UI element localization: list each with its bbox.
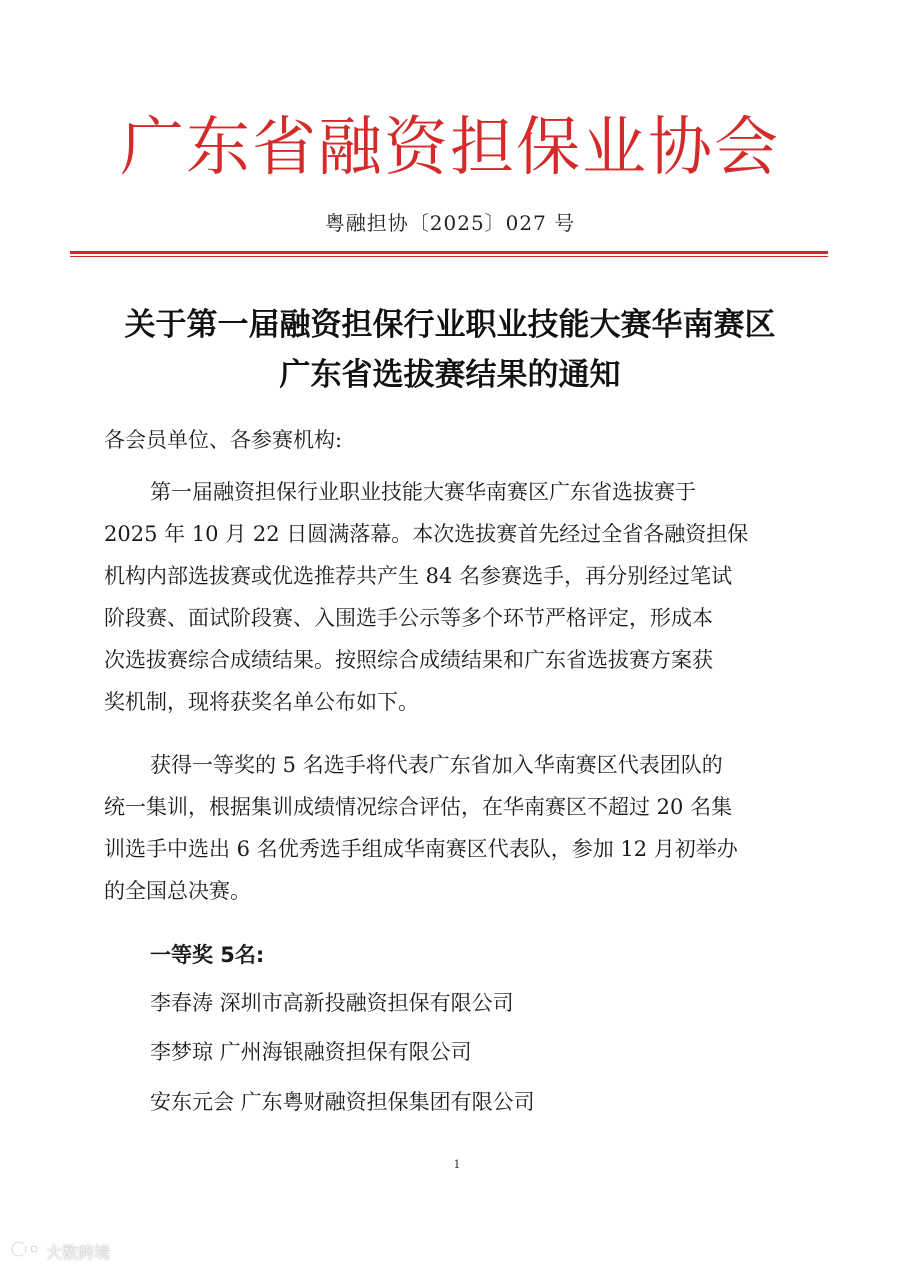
notice-title-line-2: 广东省选拔赛结果的通知 — [279, 357, 621, 393]
paragraph1-line: 机构内部选拔赛或优选推荐共产生 84 名参赛选手，再分别经过笔试 — [104, 564, 733, 588]
winner-entry: 李梦琼 广州海银融资担保有限公司 — [150, 1040, 472, 1064]
paragraph2-line: 统一集训，根据集训成绩情况综合评估，在华南赛区不超过 20 名集 — [104, 795, 733, 819]
paragraph1-line: 2025 年 10 月 22 日圆满落幕。本次选拔赛首先经过全省各融资担保 — [104, 522, 749, 546]
paragraph1-line: 奖机制，现将获奖名单公布如下。 — [104, 690, 419, 714]
watermark — [10, 1238, 110, 1264]
winner-entry: 安东元会 广东粤财融资担保集团有限公司 — [150, 1090, 535, 1114]
header-red-rule-thin — [70, 256, 828, 257]
paragraph2-line: 的全国总决赛。 — [104, 879, 251, 903]
watermark-logo-icon — [10, 1239, 40, 1263]
salutation: 各会员单位、各参赛机构: — [104, 428, 343, 452]
organization-title: 广东省融资担保业协会 — [120, 111, 780, 185]
paragraph2-line: 获得一等奖的 5 名选手将代表广东省加入华南赛区代表团队的 — [150, 753, 723, 777]
document-number: 粤融担协〔2025〕027 号 — [324, 211, 576, 235]
paragraph2-line: 训选手中选出 6 名优秀选手组成华南赛区代表队，参加 12 月初举办 — [104, 837, 738, 861]
paragraph1-line: 阶段赛、面试阶段赛、入围选手公示等多个环节严格评定，形成本 — [104, 606, 713, 630]
watermark-text: 大数跨境 — [46, 1242, 111, 1262]
award-heading: 一等奖 5名: — [150, 943, 265, 967]
winner-entry: 李春涛 深圳市高新投融资担保有限公司 — [150, 991, 514, 1015]
page-number: 1 — [453, 1158, 461, 1171]
header-red-rule — [70, 251, 828, 254]
paragraph1-line: 次选拔赛综合成绩结果。按照综合成绩结果和广东省选拔赛方案获 — [104, 648, 713, 672]
notice-title-line-1: 关于第一届融资担保行业职业技能大赛华南赛区 — [124, 307, 776, 343]
paragraph1-line: 第一届融资担保行业职业技能大赛华南赛区广东省选拔赛于 — [150, 480, 696, 504]
